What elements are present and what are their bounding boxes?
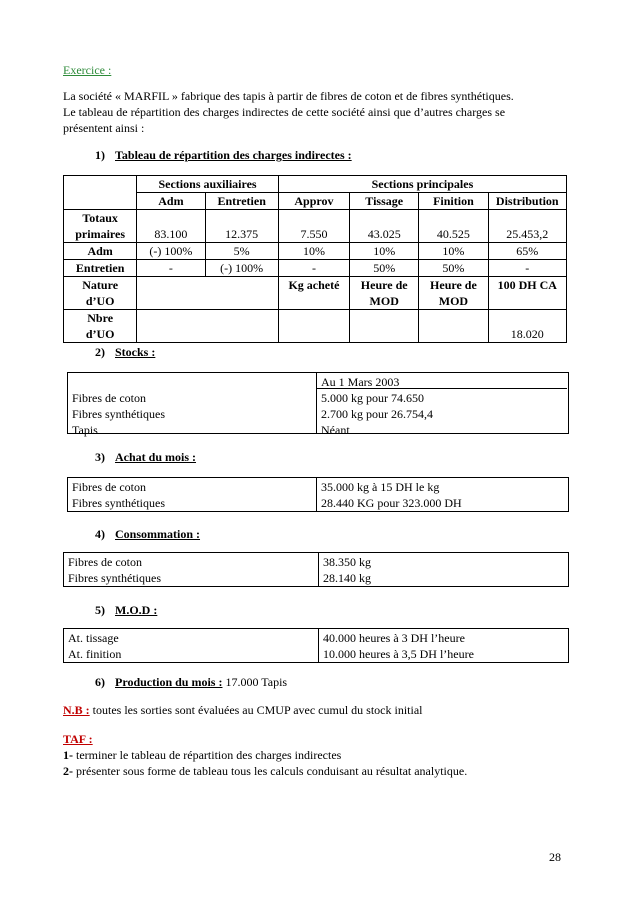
- cell: 7.550: [278, 210, 349, 243]
- achat-box: Fibres de coton Fibres synthétiques 35.000 kg à 15 DH le kg 28.440 KG pour 323.000 DH: [67, 477, 569, 512]
- mod-box: At. tissage At. finition 40.000 heures à 3 DH l’heure 10.000 heures à 3,5 DH l’heure: [63, 628, 569, 663]
- row-label: Nature d’UO: [64, 277, 137, 310]
- list-item: 2- présenter sous forme de tableau tous les calculs conduisant au résultat analytique.: [63, 764, 468, 778]
- cell: Heure de MOD: [350, 277, 419, 310]
- cell: -: [137, 260, 205, 277]
- stocks-left: Fibres de coton Fibres synthétiques Tapis: [68, 373, 317, 433]
- cell: 83.100: [137, 210, 205, 243]
- col-header: Finition: [419, 193, 488, 210]
- page-number: 28: [549, 850, 561, 864]
- section-6-heading: 6) Production du mois : 17.000 Tapis: [95, 675, 288, 689]
- exercise-title: Exercice :: [63, 63, 112, 77]
- cell: -: [488, 260, 566, 277]
- row-label: Totaux primaires: [64, 210, 137, 243]
- section-2-heading: 2) Stocks :: [95, 345, 156, 359]
- cell: 10%: [350, 243, 419, 260]
- col-header: Entretien: [205, 193, 278, 210]
- row-label: Entretien: [64, 260, 137, 277]
- section-number: 1): [95, 148, 105, 162]
- cell: (-) 100%: [205, 260, 278, 277]
- column-header-row: [64, 193, 567, 210]
- section-5-heading: 5) M.O.D :: [95, 603, 158, 617]
- col-header: Approv: [278, 193, 349, 210]
- cell: 25.453,2: [488, 210, 566, 243]
- nature-uo-row: [64, 277, 567, 310]
- cell: 50%: [419, 260, 488, 277]
- stocks-right: Au 1 Mars 2003 5.000 kg pour 74.650 2.700 kg pour 26.754,4 Néant: [321, 375, 433, 437]
- cell: 40.525: [419, 210, 488, 243]
- conso-box: Fibres de coton Fibres synthétiques 38.350 kg 28.140 kg: [63, 552, 569, 587]
- cell: 5%: [205, 243, 278, 260]
- intro-line: présentent ainsi :: [63, 121, 145, 135]
- cell: 100 DH CA: [488, 277, 566, 310]
- group-aux-header: Sections auxiliaires: [137, 176, 279, 193]
- cell: 50%: [350, 260, 419, 277]
- taf-label: TAF :: [63, 732, 93, 746]
- taf-list: [63, 747, 467, 779]
- table-row: [64, 243, 567, 260]
- col-header: Adm: [137, 193, 205, 210]
- repartition-table: [63, 175, 567, 343]
- group-main-header: Sections principales: [278, 176, 566, 193]
- stocks-box: [67, 372, 569, 437]
- cell: Kg acheté: [278, 277, 349, 310]
- cell: -: [278, 260, 349, 277]
- col-header: Distribution: [488, 193, 566, 210]
- cell: 43.025: [350, 210, 419, 243]
- nb-label: N.B :: [63, 703, 90, 717]
- section-1-heading: [95, 148, 352, 163]
- table-row: [64, 260, 567, 277]
- section-4-heading: 4) Consommation :: [95, 527, 201, 541]
- cell: 10%: [278, 243, 349, 260]
- col-header: Tissage: [350, 193, 419, 210]
- intro-line: Le tableau de répartition des charges indirectes de cette société ainsi que d’autres charges se: [63, 105, 506, 119]
- cell: 65%: [488, 243, 566, 260]
- production-value: 17.000 Tapis: [222, 675, 288, 689]
- nb-note: N.B : toutes les sorties sont évaluées au CMUP avec cumul du stock initial: [63, 703, 423, 717]
- section-title: Tableau de répartition des charges indirectes :: [115, 148, 352, 162]
- list-item: 1- terminer le tableau de répartition des charges indirectes: [63, 748, 342, 762]
- table-row: [64, 210, 567, 243]
- cell: 10%: [419, 243, 488, 260]
- cell: (-) 100%: [137, 243, 205, 260]
- row-label: Adm: [64, 243, 137, 260]
- intro-line: La société « MARFIL » fabrique des tapis à partir de fibres de coton et de fibres synthétiques.: [63, 89, 514, 103]
- table-header-row: [64, 176, 567, 193]
- nbre-uo-row: [64, 310, 567, 343]
- divider: [317, 388, 567, 389]
- cell: 18.020: [488, 310, 566, 343]
- intro-paragraph: [63, 88, 573, 136]
- cell: 12.375: [205, 210, 278, 243]
- cell: Heure de MOD: [419, 277, 488, 310]
- section-3-heading: 3) Achat du mois :: [95, 450, 197, 464]
- row-label: Nbre d’UO: [64, 310, 137, 343]
